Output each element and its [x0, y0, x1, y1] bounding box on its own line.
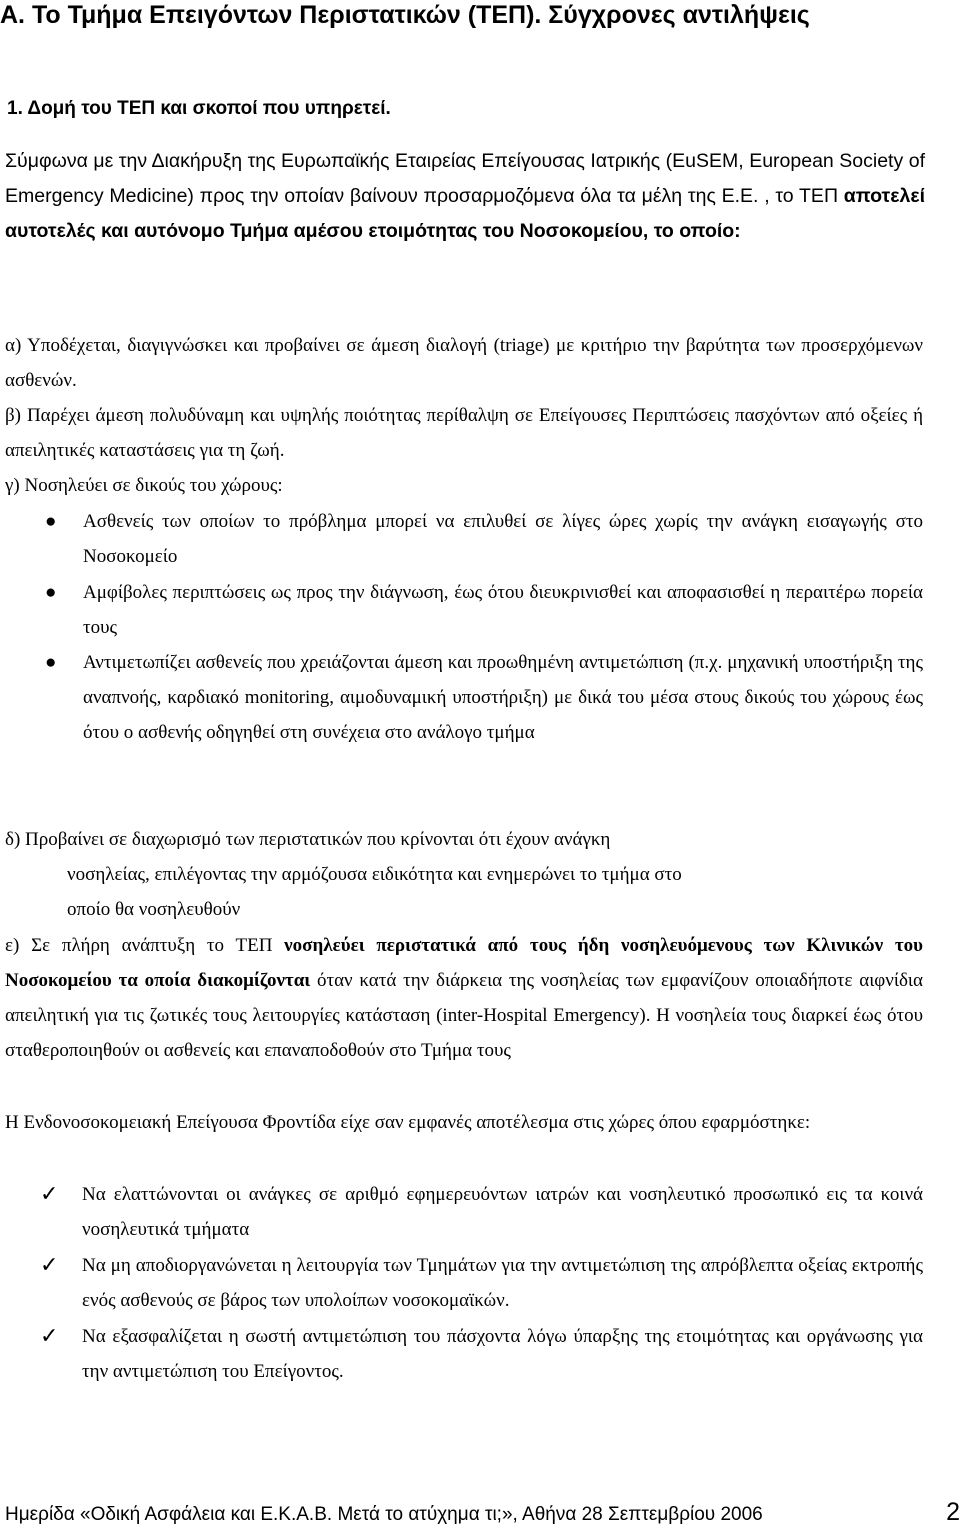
intro-text: Σύμφωνα με την Διακήρυξη της Ευρωπαϊκής Εταιρείας Επείγουσας Ιατρικής (EuSEM, European Society of Emergency Medicine) προς την οποίαν βαίνουν προσαρμοζόμενα όλα τα μέλη της Ε.Ε. , το ΤΕΠ — [5, 150, 925, 207]
check-text: Να ελαττώνονται οι ανάγκες σε αριθμό εφημερευόντων ιατρών και νοσηλευτικό προσωπικό εις τα κοινά νοσηλευτικά τμήματα — [82, 1184, 923, 1240]
bullet-text: Αμφίβολες περιπτώσεις ως προς την διάγνωση, έως ότου διευκρινισθεί και αποφασισθεί η περαιτέρω πορεία τους — [83, 582, 923, 638]
intro-paragraph — [5, 144, 925, 249]
item-e-text-end: όταν κατά την διάρκεια της νοσηλείας των εμφανίζουν οποιαδήποτε αιφνίδια απειλητική για τις ζωτικές τους λειτουργίες κατάσταση (inter-Hospital Emergency). Η νοσηλεία τους διαρκεί έως ότου σταθεροποιηθούν οι ασθενείς και επαναποδοθούν στο Τμήμα τους — [5, 970, 923, 1061]
checkmark-icon: ✓ — [40, 1182, 59, 1207]
item-c-text: Νοσηλεύει σε δικούς του χώρους: — [24, 475, 283, 496]
bullet-text: Ασθενείς των οποίων το πρόβλημα μπορεί να επιλυθεί σε λίγες ώρες χωρίς την ανάγκη εισαγωγής στο Νοσοκομείο — [83, 511, 923, 567]
page-number: 2 — [946, 1498, 960, 1526]
list-item-check — [40, 1177, 923, 1247]
list-item-bullet — [45, 645, 923, 750]
list-item-bullet — [45, 575, 923, 645]
list-item-c — [5, 468, 923, 503]
check-text: Να μη αποδιοργανώνεται η λειτουργία των Τμημάτων για την αντιμετώπιση της απρόβλεπτα οξείας εκτροπής ενός ασθενούς σε βάρος των υπολοίπων νοσοκομαϊκών. — [82, 1255, 923, 1311]
bullet-text: Αντιμετωπίζει ασθενείς που χρειάζονται άμεση και προωθημένη αντιμετώπιση (π.χ. μηχανική υποστήριξη της αναπνοής, καρδιακό monitoring, αιμοδυναμική υποστήριξη) με δικά του μέσα στους δικούς του χώρους έως ότου ο ασθενής οδηγηθεί στη συνέχεια στο ανάλογο τμήμα — [83, 652, 923, 743]
item-d-line2: νοσηλείας, επιλέγοντας την αρμόζουσα ειδικότητα και ενημερώνει το τμήμα στο — [67, 864, 682, 885]
item-e-bold-text: νοσηλεύει περιστατικά από τους ήδη νοσηλευόμενους των Κλινικών του Νοσοκομείου τα οποία διακομίζονται — [5, 935, 923, 991]
page-footer: Ημερίδα «Οδική Ασφάλεια και Ε.Κ.Α.Β. Μετά το ατύχημα τι;», Αθήνα 28 Σεπτεμβρίου 2006 — [5, 1504, 763, 1525]
item-a-text: Υποδέχεται, διαγιγνώσκει και προβαίνει σε άμεση διαλογή (triage) με κριτήριο την βαρύτητα των προσερχόμενων ασθενών. — [5, 335, 924, 391]
item-c-label: γ) — [5, 475, 20, 496]
item-d-label: δ) — [5, 829, 21, 850]
page-title: Α. Το Τμήμα Επειγόντων Περιστατικών (ΤΕΠ). Σύγχρονες αντιλήψεις — [0, 1, 810, 29]
item-b-text: Παρέχει άμεση πολυδύναμη και υψηλής ποιότητας περίθαλψη σε Επείγουσες Περιπτώσεις πασχόντων από οξείες ή απειλητικές καταστάσεις για τη ζωή. — [5, 405, 924, 461]
list-item-d — [5, 822, 923, 927]
result-paragraph: Η Ενδονοσοκομειακή Επείγουσα Φροντίδα είχε σαν εμφανές αποτέλεσμα στις χώρες όπου εφαρμόστηκε: — [5, 1112, 811, 1133]
item-e-text: Σε πλήρη ανάπτυξη το ΤΕΠ — [31, 935, 285, 956]
list-item-bullet — [45, 504, 923, 574]
intro-bold-text: αποτελεί αυτοτελές και αυτόνομο Τμήμα αμέσου ετοιμότητας του Νοσοκομείου, το οποίο: — [5, 185, 925, 242]
check-text: Να εξασφαλίζεται η σωστή αντιμετώπιση του πάσχοντα λόγω ύπαρξης της ετοιμότητας και οργάνωσης για την αντιμετώπιση του Επείγοντος. — [82, 1326, 923, 1382]
checkmark-icon: ✓ — [40, 1324, 59, 1349]
bullet-icon: ● — [45, 582, 57, 603]
section-heading: 1. Δομή του ΤΕΠ και σκοποί που υπηρετεί. — [7, 98, 391, 119]
list-item-a — [5, 328, 923, 398]
item-d-line1: Προβαίνει σε διαχωρισμό των περιστατικών που κρίνονται ότι έχουν ανάγκη — [25, 829, 611, 850]
list-item-b — [5, 398, 923, 468]
bullet-icon: ● — [45, 652, 57, 673]
list-item-check — [40, 1319, 923, 1389]
bullet-icon: ● — [45, 511, 57, 532]
item-d-line3: οποίο θα νοσηλευθούν — [67, 899, 241, 920]
item-e-label: ε) — [5, 935, 20, 956]
item-a-label: α) — [5, 335, 22, 356]
checkmark-icon: ✓ — [40, 1253, 59, 1278]
item-b-label: β) — [5, 405, 21, 426]
list-item-check — [40, 1248, 923, 1318]
list-item-e — [5, 928, 923, 1068]
